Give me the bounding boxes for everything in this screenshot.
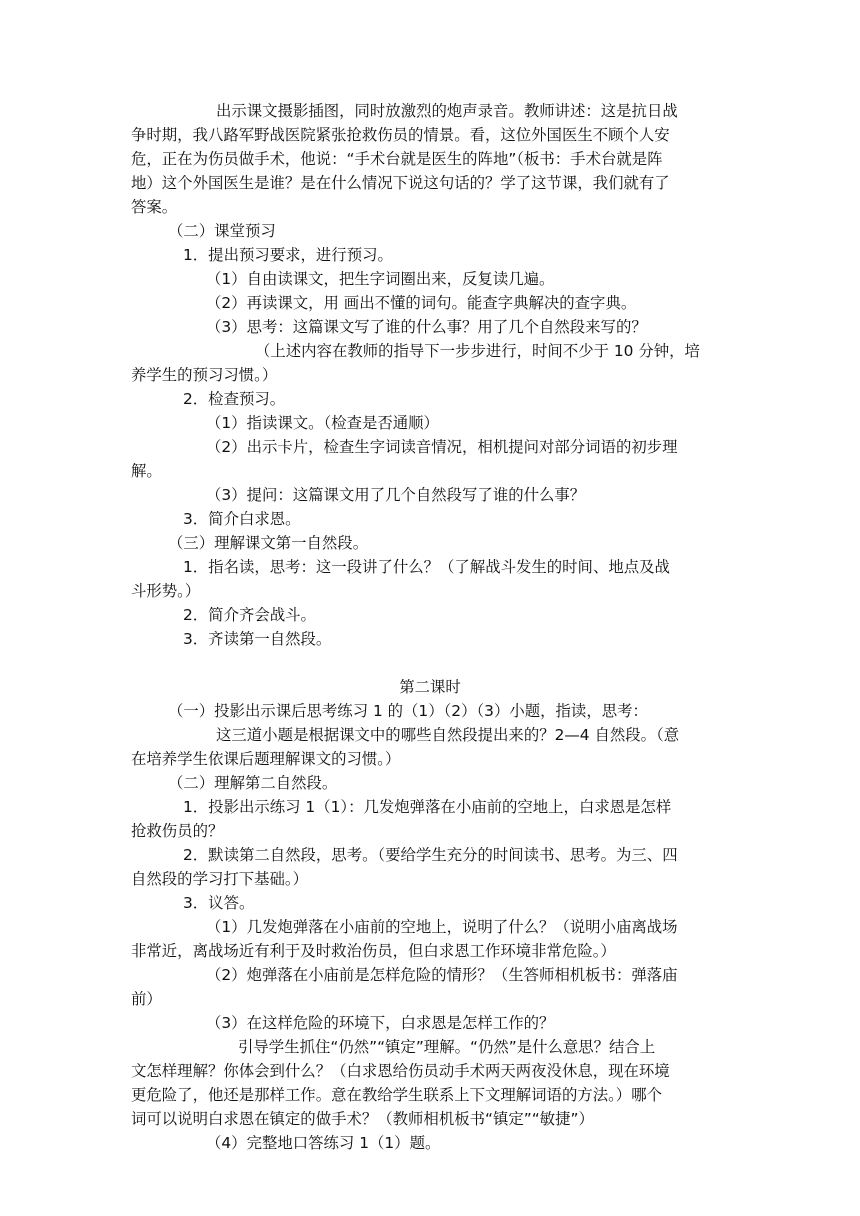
paragraph-line: 地）这个外国医生是谁？是在什么情况下说这句话的？学了这节课，我们就有了 xyxy=(131,174,670,192)
paragraph-line: 前） xyxy=(131,990,162,1008)
list-item: 3．齐读第一自然段。 xyxy=(183,630,332,648)
section-heading: （二）理解第二自然段。 xyxy=(168,774,338,792)
paragraph-line: 斗形势。） xyxy=(131,582,201,600)
list-item: （2）再读课文，用 画出不懂的词句。能查字典解决的查字典。 xyxy=(206,294,637,312)
section-heading: （三）理解课文第一自然段。 xyxy=(168,534,369,552)
list-item: （3）提问：这篇课文用了几个自然段写了谁的什么事？ xyxy=(206,486,586,504)
section-heading: （二）课堂预习 xyxy=(168,222,276,240)
paragraph-line: 答案。 xyxy=(131,198,178,216)
list-item: （1）几发炮弹落在小庙前的空地上，说明了什么？（说明小庙离战场 xyxy=(206,918,678,936)
list-item: 2．简介齐会战斗。 xyxy=(183,606,316,624)
paragraph-line: 危，正在为伤员做手术，他说：“手术台就是医生的阵地”（板书：手术台就是阵 xyxy=(131,150,663,168)
paragraph-line: 文怎样理解？你体会到什么？（白求恩给伤员动手术两天两夜没休息，现在环境 xyxy=(131,1062,670,1080)
paragraph-line: 非常近，离战场近有利于及时救治伤员，但白求恩工作环境非常危险。） xyxy=(131,942,616,960)
list-item: （3）思考：这篇课文写了谁的什么事？用了几个自然段来写的？ xyxy=(206,318,647,336)
list-item: 2．检查预习。 xyxy=(183,390,286,408)
list-item: 1．投影出示练习 1（1）：几发炮弹落在小庙前的空地上，白求恩是怎样 xyxy=(183,798,672,816)
list-item: （1）自由读课文，把生字词圈出来，反复读几遍。 xyxy=(206,270,555,288)
list-item: 3．议答。 xyxy=(183,894,255,912)
paragraph-line: 解。 xyxy=(131,462,162,480)
list-item: （2）出示卡片，检查生字词读音情况，相机提问对部分词语的初步理 xyxy=(206,438,678,456)
paragraph-line: 养学生的预习习惯。） xyxy=(131,366,278,384)
paragraph-line: 引导学生抓住“仍然”“镇定”理解。“仍然”是什么意思？结合上 xyxy=(238,1038,656,1056)
paragraph-line: 争时期，我八路军野战医院紧张抢救伤员的情景。看，这位外国医生不顾个人安 xyxy=(131,126,670,144)
list-item: 2．默读第二自然段，思考。（要给学生充分的时间读书、思考。为三、四 xyxy=(183,846,678,864)
list-item: （4）完整地口答练习 1（1）题。 xyxy=(206,1134,441,1152)
paragraph-line: （上述内容在教师的指导下一步步进行，时间不少于 10 分钟，培 xyxy=(255,342,700,360)
lesson-title: 第二课时 xyxy=(399,678,461,696)
paragraph-line: 自然段的学习打下基础。） xyxy=(131,870,308,888)
paragraph-line: 在培养学生依课后题理解课文的习惯。） xyxy=(131,750,401,768)
paragraph-line: 词可以说明白求恩在镇定的做手术？（教师相机板书“镇定”“敏捷”） xyxy=(131,1110,594,1128)
list-item: （1）指读课文。（检查是否通顺） xyxy=(206,414,439,432)
list-item: 1．提出预习要求，进行预习。 xyxy=(183,246,393,264)
list-item: （3）在这样危险的环境下，白求恩是怎样工作的？ xyxy=(206,1014,555,1032)
list-item: （2）炮弹落在小庙前是怎样危险的情形？（生答师相机板书：弹落庙 xyxy=(206,966,678,984)
paragraph-line: 出示课文摄影插图，同时放激烈的炮声录音。教师讲述：这是抗日战 xyxy=(216,102,678,120)
list-item: 3．简介白求恩。 xyxy=(183,510,301,528)
paragraph-line: 抢救伤员的？ xyxy=(131,822,224,840)
section-heading: （一）投影出示课后思考练习 1 的（1）（2）（3）小题，指读，思考： xyxy=(168,702,648,720)
list-item: 1．指名读，思考：这一段讲了什么？（了解战斗发生的时间、地点及战 xyxy=(183,558,670,576)
paragraph-line: 这三道小题是根据课文中的哪些自然段提出来的？2—4 自然段。（意 xyxy=(216,726,680,744)
paragraph-line: 更危险了，他还是那样工作。意在教给学生联系上下文理解词语的方法。）哪个 xyxy=(131,1086,662,1104)
